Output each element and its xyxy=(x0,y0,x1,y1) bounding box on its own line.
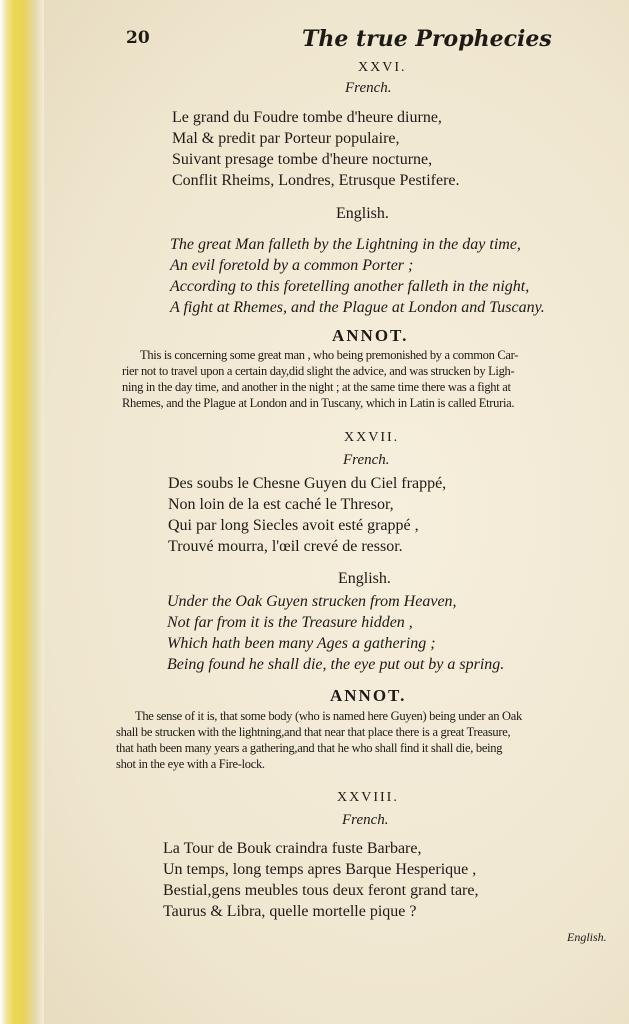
french-verse-line: Mal & predit par Porteur populaire, xyxy=(172,130,400,147)
annot-text-line: that hath been many years a gathering,and that he who shall find it shall die, being xyxy=(116,741,503,755)
french-verse-line: Suivant presage tombe d'heure nocturne, xyxy=(172,151,433,168)
annot-text-line: The sense of it is, that some body (who is named here Guyen) being under an Oak xyxy=(135,709,522,723)
english-verse-line: Under the Oak Guyen strucken from Heaven, xyxy=(167,593,457,610)
english-verse-line: A fight at Rhemes, and the Plague at London and Tuscany. xyxy=(170,299,545,316)
annot-text-line: shot in the eye with a Fire-lock. xyxy=(116,757,265,771)
quatrain-number: XXVII. xyxy=(344,430,400,445)
french-heading: French. xyxy=(345,80,392,96)
french-verse-line: Un temps, long temps apres Barque Hesperique , xyxy=(163,861,477,878)
french-heading: French. xyxy=(342,812,389,828)
annot-heading: ANNOT. xyxy=(332,326,409,345)
quatrain-number: XXVI. xyxy=(358,60,407,75)
french-verse-line: Trouvé mourra, l'œil crevé de ressor. xyxy=(168,538,403,555)
gilded-page-edge xyxy=(0,0,44,1024)
annot-text-line: rier not to travel upon a certain day,did slight the advice, and was strucken by Ligh- xyxy=(122,364,515,378)
french-verse-line: Des soubs le Chesne Guyen du Ciel frappé, xyxy=(168,475,447,492)
annot-heading: ANNOT. xyxy=(330,686,407,705)
french-verse-line: Bestial,gens meubles tous deux feront grand tare, xyxy=(163,882,479,899)
english-verse-line: An evil foretold by a common Porter ; xyxy=(170,257,414,274)
french-verse-line: Non loin de la est caché le Thresor, xyxy=(168,496,394,513)
english-heading: English. xyxy=(338,570,391,587)
english-verse-line: Not far from it is the Treasure hidden , xyxy=(167,614,413,631)
annot-text-line: shall be strucken with the lightning,and that near that place there is a great Treasure, xyxy=(116,725,511,739)
english-verse-line: According to this foretelling another falleth in the night, xyxy=(170,278,530,295)
annot-text-line: Rhemes, and the Plague at London and in Tuscany, which in Latin is called Etruria. xyxy=(122,396,515,410)
english-verse-line: The great Man falleth by the Lightning in the day time, xyxy=(170,236,521,253)
annot-text-line: ning in the day time, and another in the night ; at the same time there was a fight at xyxy=(122,380,511,394)
english-verse-line: Being found he shall die, the eye put out by a spring. xyxy=(167,656,505,673)
english-verse-line: Which hath been many Ages a gathering ; xyxy=(167,635,436,652)
english-heading: English. xyxy=(336,205,389,222)
annot-text-line: This is concerning some great man , who being premonished by a common Car- xyxy=(140,348,519,362)
page-number: 20 xyxy=(126,28,150,48)
french-verse-line: Qui par long Siecles avoit esté grappé , xyxy=(168,517,419,534)
french-verse-line: La Tour de Bouk craindra fuste Barbare, xyxy=(163,840,422,857)
catchword: English. xyxy=(567,930,607,944)
french-verse-line: Le grand du Foudre tombe d'heure diurne, xyxy=(172,109,442,126)
french-verse-line: Conflit Rheims, Londres, Etrusque Pestifere. xyxy=(172,172,460,189)
french-verse-line: Taurus & Libra, quelle mortelle pique ? xyxy=(163,903,417,920)
french-heading: French. xyxy=(343,452,390,468)
quatrain-number: XXVIII. xyxy=(337,790,399,805)
running-title: The true Prophecies xyxy=(302,26,552,52)
